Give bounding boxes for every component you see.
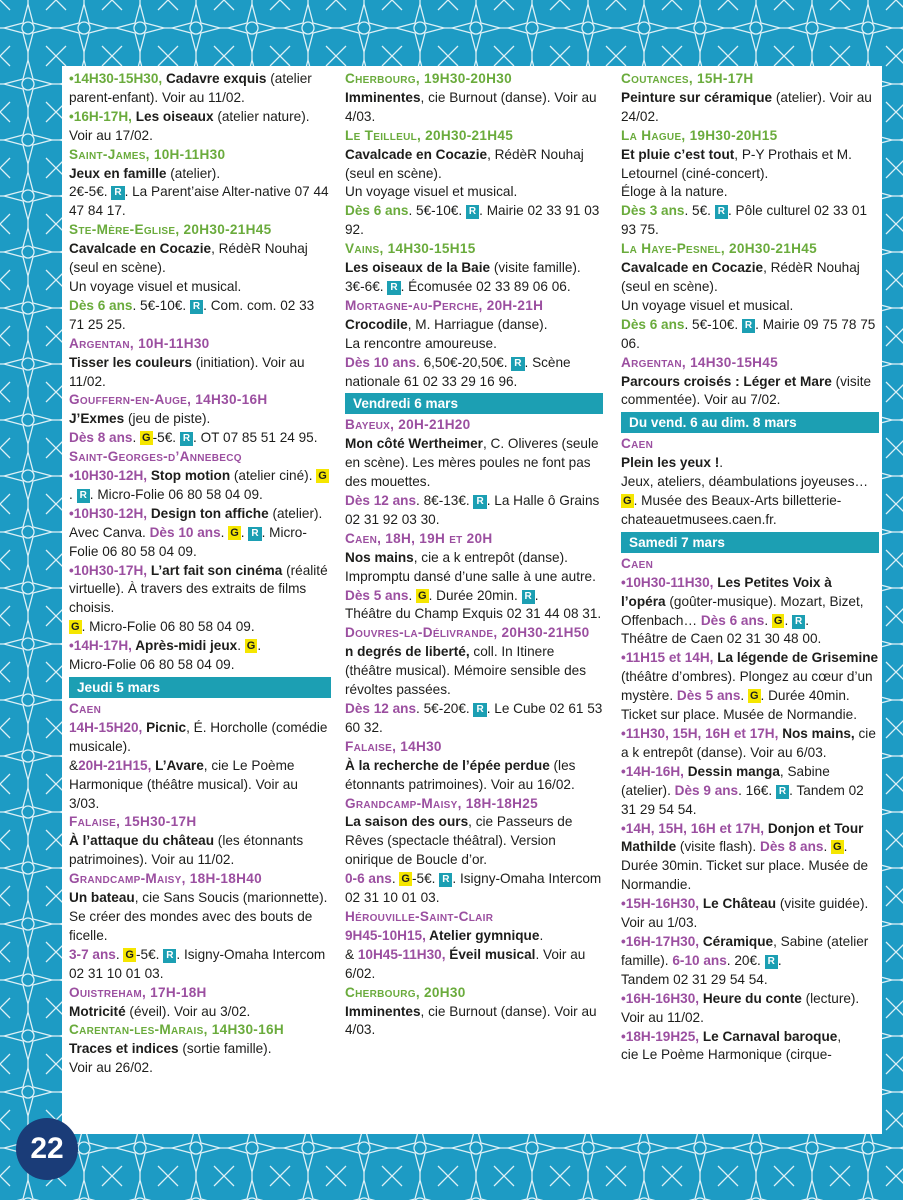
location-heading: Argentan, 14H30-15H45 bbox=[621, 354, 779, 370]
list-item: Tandem 02 31 29 54 54. bbox=[621, 971, 768, 987]
reservation-icon: R bbox=[180, 432, 193, 446]
location-heading: Caen bbox=[69, 701, 102, 716]
list-item: Un voyage visuel et musical. bbox=[345, 184, 518, 200]
location-heading: Argentan, 10H-11H30 bbox=[69, 335, 210, 351]
location-heading: Caen bbox=[621, 436, 654, 452]
list-item: 3-7 ans. G -5€. R . Isigny-Omaha Intercom 02 31 10 01 03. bbox=[69, 946, 326, 981]
list-item: •10H30-12H, Stop motion (atelier ciné). G. R . Micro-Folie 06 80 58 04 09. bbox=[69, 468, 327, 502]
location-heading: Cherbourg, 20H30 bbox=[345, 984, 466, 1000]
location-heading: Saint-James, 10H-11H30 bbox=[69, 146, 226, 162]
free-icon: G bbox=[833, 841, 842, 854]
list-item: Les oiseaux de la Baie (visite famille). 3€-6€. R . Écomusée 02 33 89 06 06. bbox=[345, 260, 581, 294]
list-item: Cavalcade en Cocazie, RédèR Nouhaj (seul en scène). bbox=[621, 260, 860, 294]
list-item: 14H-15H20, Picnic, É. Horcholle (comédie musicale). bbox=[69, 719, 328, 754]
list-item: cie Le Poème Harmonique (cirque- bbox=[621, 1047, 832, 1063]
list-item: •14H-16H, Dessin manga, Sabine (atelier). Dès 9 ans. 16€. R . Tandem 02 31 29 54 54. bbox=[621, 763, 864, 817]
list-item: 9H45-10H15, Atelier gymnique. bbox=[345, 927, 544, 943]
list-item: &20H-21H15, L’Avare, cie Le Poème Harmonique (théâtre musical). Voir au 3/03. bbox=[69, 757, 298, 811]
list-item: •14H30-15H30, Cadavre exquis (atelier parent-enfant). Voir au 11/02. bbox=[69, 71, 312, 105]
list-item: Mon côté Wertheimer, C. Oliveres (seule en scène). Les mères poules ne font pas des mouettes. bbox=[345, 436, 599, 490]
free-icon: G bbox=[749, 690, 759, 703]
list-item: Crocodile, M. Harriague (danse). bbox=[345, 316, 548, 332]
reservation-icon: R bbox=[248, 527, 261, 541]
day-heading: Vendredi 6 mars bbox=[345, 393, 603, 414]
list-item: Nos mains, cie a k entrepôt (danse). Impromptu dansé d’une salle à une autre. bbox=[345, 549, 596, 584]
location-heading: Coutances, 15H-17H bbox=[621, 71, 754, 86]
list-item: Un voyage visuel et musical. bbox=[621, 297, 794, 313]
list-item: Peinture sur céramique (atelier). Voir au 24/02. bbox=[621, 89, 872, 124]
location-heading: Carentan-les-Marais, 14H30-16H bbox=[69, 1022, 284, 1038]
list-item: •11H30, 15H, 16H et 17H, Nos mains, cie a k entrepôt (danse). Voir au 6/03. bbox=[621, 726, 876, 760]
location-heading: Gouffern-en-Auge, 14H30-16H bbox=[69, 392, 268, 408]
list-item: Théâtre de Caen 02 31 30 48 00. bbox=[621, 631, 822, 647]
list-item: •10H30-11H30, Les Petites Voix à l’opéra (goûter-musique). Mozart, Bizet, Offenbach… Dès 6 ans. G . R . bbox=[621, 574, 864, 628]
list-item: La saison des ours, cie Passeurs de Rêves (spectacle théâtral). Version onirique de Boucle d’or. bbox=[345, 814, 573, 868]
list-item: Tisser les couleurs (initiation). Voir au 11/02. bbox=[69, 354, 305, 389]
reservation-icon: R bbox=[715, 205, 728, 219]
location-heading: Caen bbox=[621, 555, 654, 571]
list-item: G . Micro-Folie 06 80 58 04 09. bbox=[71, 619, 255, 635]
reservation-icon: R bbox=[792, 615, 805, 629]
list-item: Dès 12 ans. 5€-20€. R . Le Cube 02 61 53 60 32. bbox=[345, 701, 603, 735]
agenda-page bbox=[62, 66, 882, 1134]
list-item: Jeux en famille (atelier). bbox=[69, 165, 221, 181]
list-item: Dès 3 ans. 5€. R . Pôle culturel 02 33 01 93 75. bbox=[621, 203, 868, 238]
reservation-icon: R bbox=[776, 785, 789, 799]
list-item: Théâtre du Champ Exquis 02 31 44 08 31. bbox=[345, 606, 602, 622]
list-item: & 10H45-11H30, Éveil musical. Voir au 6/02. bbox=[345, 946, 586, 981]
free-icon: G bbox=[773, 614, 783, 627]
reservation-icon: R bbox=[439, 873, 452, 887]
location-heading: Mortagne-au-Perche, 20H-21H bbox=[345, 297, 544, 313]
list-item: •14H, 15H, 16H et 17H, Donjon et Tour Mathilde (visite flash). Dès 8 ans. G . Durée 30min. Ticket sur place. Musée de Normandie. bbox=[621, 820, 869, 893]
free-icon: G bbox=[318, 470, 327, 483]
list-item: Et pluie c’est tout, P-Y Prothais et M. Letournel (ciné-concert). bbox=[621, 146, 852, 181]
list-item: Jeux, ateliers, déambulations joyeuses… bbox=[621, 474, 869, 490]
reservation-icon: R bbox=[473, 703, 486, 717]
list-item: Plein les yeux !. bbox=[621, 455, 724, 471]
list-item: Traces et indices (sortie famille). bbox=[69, 1041, 272, 1057]
location-heading: Grandcamp-Maisy, 18H-18H25 bbox=[345, 795, 538, 811]
location-heading: La Hague, 19H30-20H15 bbox=[621, 127, 778, 143]
list-item: Dès 6 ans. 5€-10€. R . Mairie 09 75 78 75 06. bbox=[621, 316, 876, 351]
reservation-icon: R bbox=[742, 319, 755, 333]
agenda-column-2 bbox=[345, 70, 603, 1040]
list-item: n degrés de liberté, coll. In Itinere (théâtre musical). Mémoire sensible des révoltes passées. bbox=[345, 644, 587, 698]
location-heading: Douvres-la-Délivrande, 20H30-21H50 bbox=[345, 625, 590, 641]
reservation-icon: R bbox=[77, 489, 90, 503]
list-item: La rencontre amoureuse. bbox=[345, 335, 497, 351]
list-item: •10H30-12H, Design ton affiche (atelier). Avec Canva. Dès 10 ans. G . R . Micro-Folie 06 80 58 04 09. bbox=[69, 505, 323, 559]
reservation-icon: R bbox=[473, 495, 486, 509]
list-item: À l’attaque du château (les étonnants patrimoines). Voir au 11/02. bbox=[69, 833, 304, 868]
day-heading: Samedi 7 mars bbox=[621, 532, 879, 553]
location-heading: Ouistreham, 17H-18H bbox=[69, 984, 207, 1000]
list-item: Cavalcade en Cocazie, RédèR Nouhaj (seul en scène). bbox=[69, 241, 308, 276]
list-item: Parcours croisés : Léger et Mare (visite commentée). Voir au 7/02. bbox=[621, 373, 872, 408]
reservation-icon: R bbox=[466, 205, 479, 219]
list-item: Un voyage visuel et musical. bbox=[69, 278, 242, 294]
list-item: 2€-5€. R . La Parent’aise Alter-native 07 44 47 84 17. bbox=[69, 184, 329, 219]
location-heading: Bayeux, 20H-21H20 bbox=[345, 417, 471, 433]
location-heading: Falaise, 15H30-17H bbox=[69, 814, 197, 830]
reservation-icon: R bbox=[111, 186, 124, 200]
reservation-icon: R bbox=[387, 281, 400, 295]
free-icon: G bbox=[246, 640, 256, 653]
list-item: Dès 8 ans. G -5€. R . OT 07 85 51 24 95. bbox=[69, 430, 318, 446]
list-item: 0-6 ans. G -5€. R . Isigny-Omaha Intercom 02 31 10 01 03. bbox=[345, 871, 602, 906]
free-icon: G bbox=[142, 432, 151, 445]
list-item: Imminentes, cie Burnout (danse). Voir au 4/03. bbox=[345, 89, 597, 124]
location-heading: Cherbourg, 19H30-20H30 bbox=[345, 71, 512, 86]
list-item: J’Exmes (jeu de piste). bbox=[69, 411, 211, 427]
list-item: G . Musée des Beaux-Arts billetterie-chateauetmusees.caen.fr. bbox=[621, 493, 842, 527]
list-item: Dès 10 ans. 6,50€-20,50€. R . Scène nationale 61 02 33 29 16 96. bbox=[345, 354, 571, 389]
list-item: Imminentes, cie Burnout (danse). Voir au 4/03. bbox=[345, 1003, 597, 1038]
list-item: •15H-16H30, Le Château (visite guidée). Voir au 1/03. bbox=[621, 896, 869, 931]
list-item: Un bateau, cie Sans Soucis (marionnette). Se créer des mondes avec des bouts de ficelle. bbox=[69, 890, 328, 943]
location-heading: Saint-Georges-d’Annebecq bbox=[69, 449, 242, 465]
free-icon: G bbox=[401, 873, 410, 886]
free-icon: G bbox=[418, 589, 427, 602]
list-item: À la recherche de l’épée perdue (les étonnants patrimoines). Voir au 16/02. bbox=[345, 757, 576, 792]
reservation-icon: R bbox=[511, 357, 524, 371]
list-item: •14H-17H, Après-midi jeux. G . bbox=[69, 638, 262, 654]
list-item: Éloge à la nature. bbox=[621, 184, 728, 200]
location-heading: La Haye-Pesnel, 20H30-21H45 bbox=[621, 241, 817, 257]
day-heading: Jeudi 5 mars bbox=[69, 677, 331, 698]
day-heading: Du vend. 6 au dim. 8 mars bbox=[621, 412, 879, 433]
location-heading: Le Teilleul, 20H30-21H45 bbox=[345, 127, 514, 143]
free-icon: G bbox=[623, 495, 632, 508]
location-heading: Hérouville-Saint-Clair bbox=[345, 908, 494, 924]
list-item: Dès 6 ans. 5€-10€. R . Com. com. 02 33 71 25 25. bbox=[69, 297, 315, 332]
list-item: •16H-16H30, Heure du conte (lecture). Voir au 11/02. bbox=[621, 990, 860, 1025]
reservation-icon: R bbox=[190, 300, 203, 314]
list-item: Dès 12 ans. 8€-13€. R . La Halle ô Grains 02 31 92 03 30. bbox=[345, 493, 600, 527]
list-item: Motricité (éveil). Voir au 3/02. bbox=[69, 1003, 251, 1019]
list-item: Cavalcade en Cocazie, RédèR Nouhaj (seul en scène). bbox=[345, 146, 584, 181]
location-heading: Falaise, 14H30 bbox=[345, 738, 442, 754]
list-item: •11H15 et 14H, La légende de Grisemine (théâtre d’ombres). Plongez au cœur d’un mystère. Dès 5 ans. G . Durée 40min. Ticket sur place. Musée de Normandie. bbox=[621, 650, 879, 723]
location-heading: Vains, 14H30-15H15 bbox=[345, 241, 476, 257]
free-icon: G bbox=[230, 526, 239, 539]
page-number: 22 bbox=[16, 1118, 78, 1180]
reservation-icon: R bbox=[765, 955, 778, 969]
free-icon: G bbox=[71, 621, 80, 634]
list-item: Voir au 26/02. bbox=[69, 1060, 153, 1076]
free-icon: G bbox=[125, 948, 134, 961]
location-heading: Grandcamp-Maisy, 18H-18H40 bbox=[69, 871, 262, 887]
agenda-column-1 bbox=[69, 70, 331, 1078]
reservation-icon: R bbox=[163, 949, 176, 963]
location-heading: Caen, 18H, 19H et 20H bbox=[345, 530, 493, 546]
list-item: Micro-Folie 06 80 58 04 09. bbox=[69, 657, 235, 673]
list-item: •16H-17H, Les oiseaux (atelier nature). Voir au 17/02. bbox=[69, 108, 310, 143]
list-item: Dès 5 ans. G . Durée 20min. R . bbox=[345, 587, 539, 603]
list-item: •10H30-17H, L’art fait son cinéma (réalité virtuelle). À travers des extraits de films choisis. bbox=[69, 562, 328, 616]
location-heading: Ste-Mère-Eglise, 20H30-21H45 bbox=[69, 222, 272, 238]
agenda-column-3 bbox=[621, 70, 879, 1065]
list-item: Dès 6 ans. 5€-10€. R . Mairie 02 33 91 03 92. bbox=[345, 203, 600, 238]
reservation-icon: R bbox=[522, 590, 535, 604]
list-item: •18H-19H25, Le Carnaval baroque, bbox=[621, 1028, 842, 1044]
list-item: •16H-17H30, Céramique, Sabine (atelier famille). 6-10 ans. 20€. R . bbox=[621, 933, 869, 968]
